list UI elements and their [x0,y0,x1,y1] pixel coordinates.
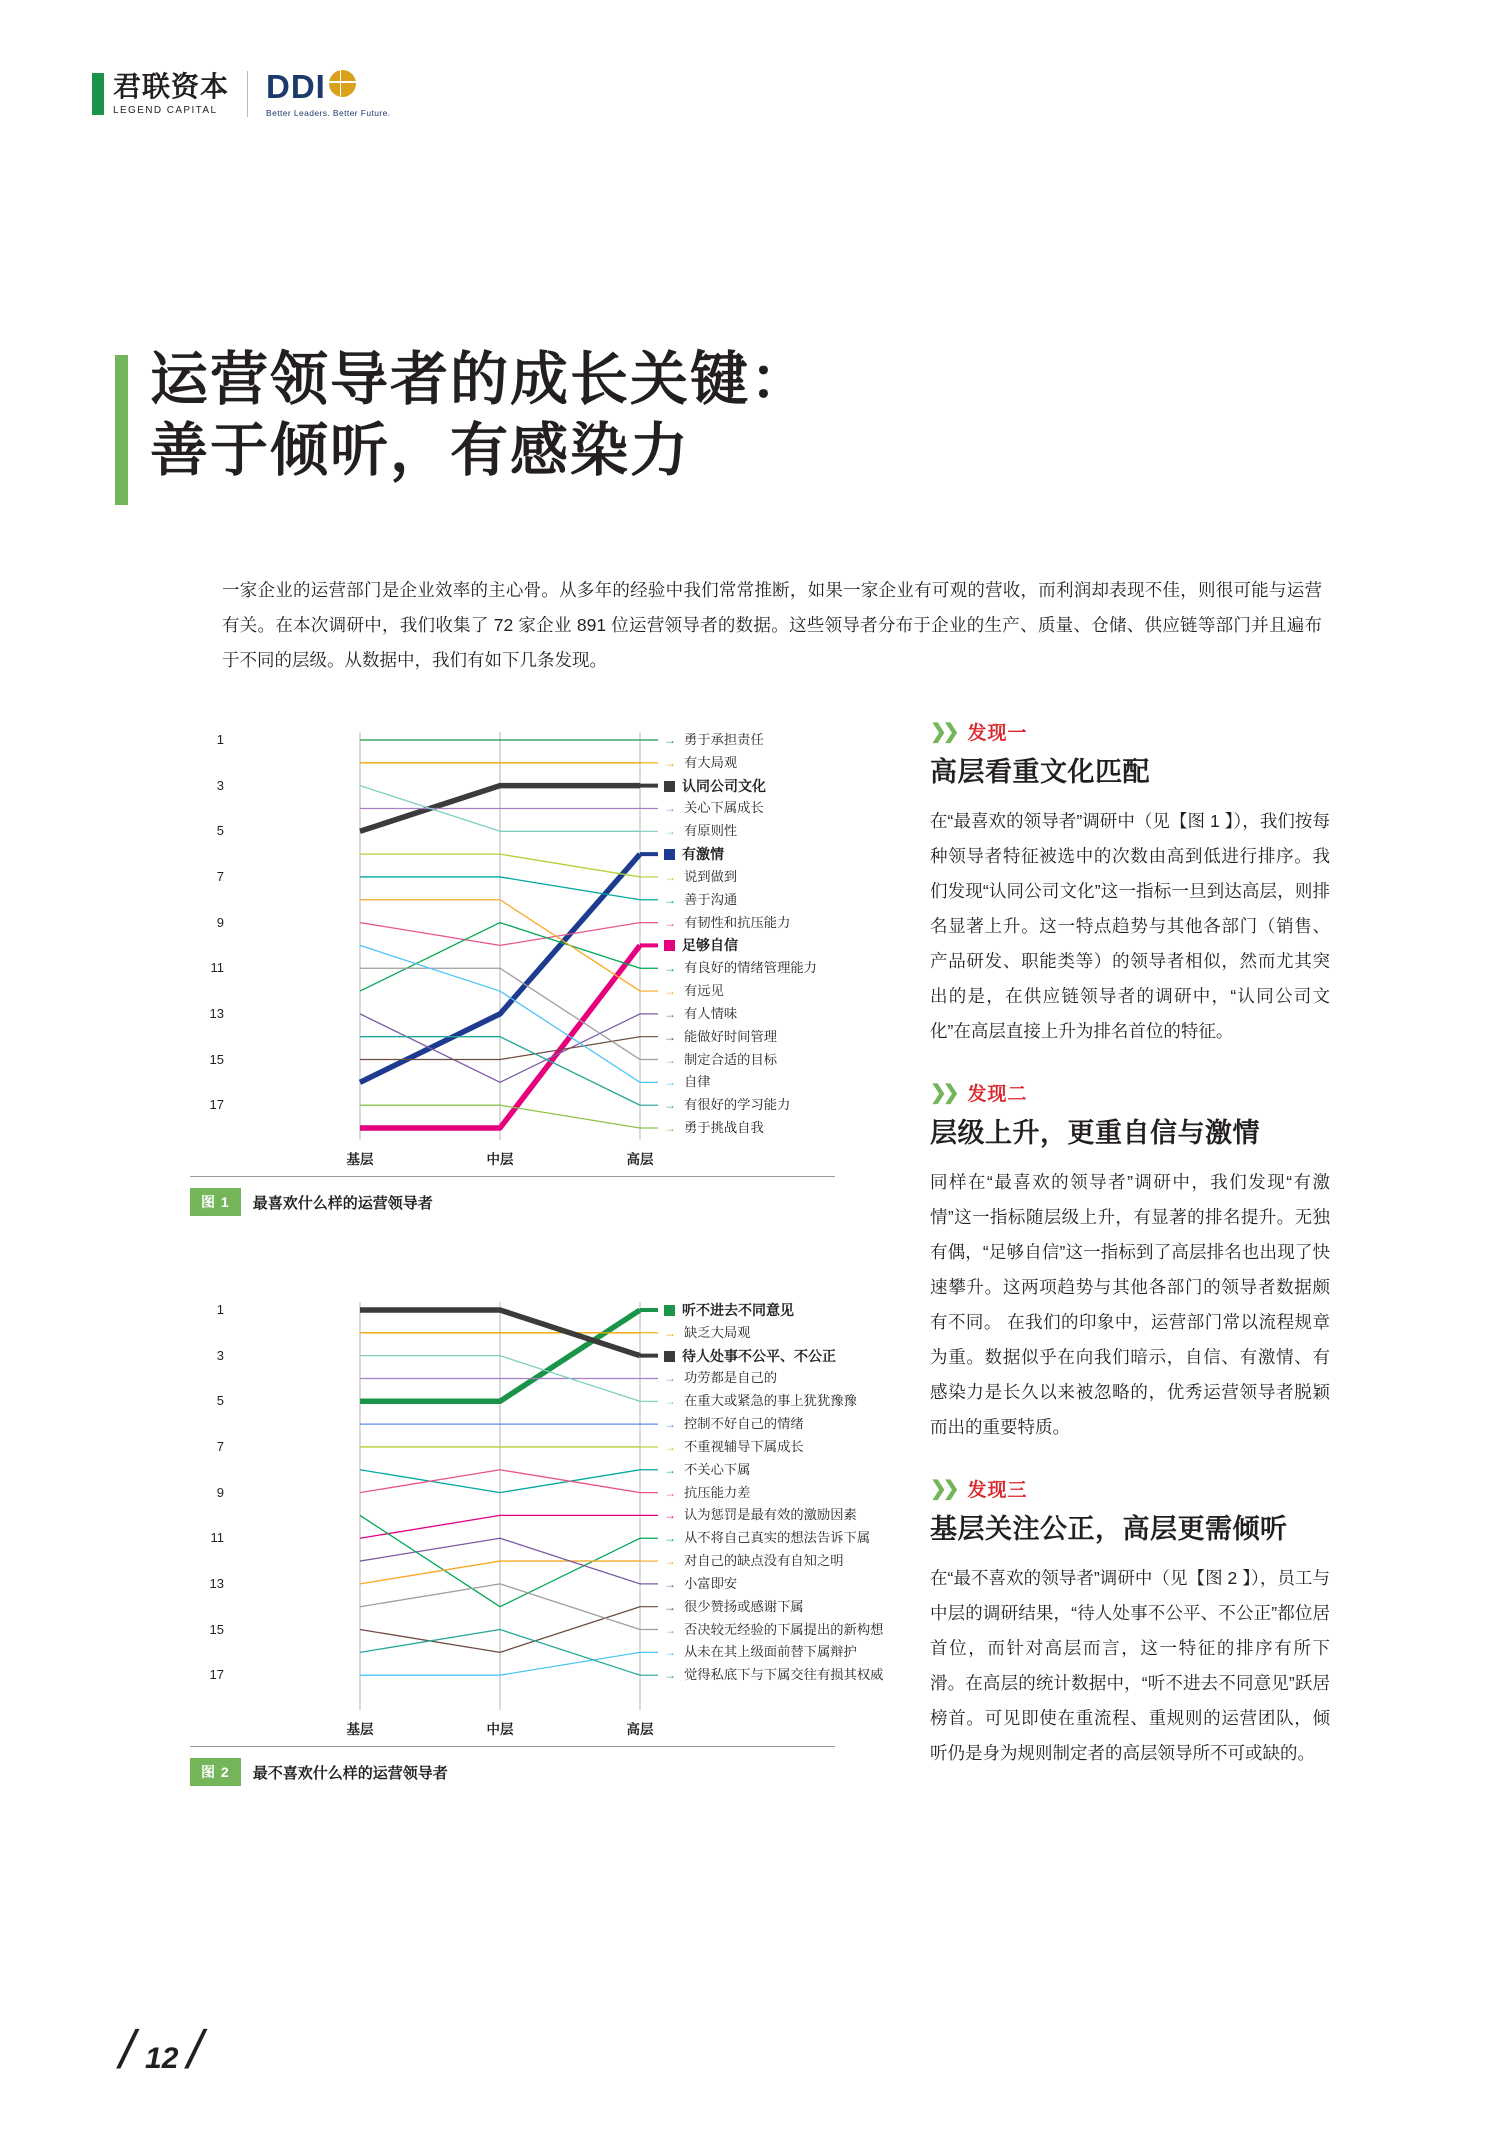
series-label: → 有原则性 [664,823,738,839]
chart-2-plot [190,1288,884,1758]
y-tick-label: 7 [216,1438,224,1454]
y-tick-label: 17 [209,1667,224,1683]
series-arrow-icon: → [664,1439,676,1454]
series-label: → 否决较无经验的下属提出的新构想 [664,1621,884,1637]
globe-icon [329,70,356,97]
series-arrow-icon: → [664,892,676,907]
y-tick-label: 9 [216,1484,224,1500]
chart-1-caption [190,1188,433,1216]
chart-figure-2 [190,1288,884,1782]
series-arrow-icon: → [664,1645,676,1660]
series-arrow-icon: → [664,869,676,884]
chart-1-caption-text: 最喜欢什么样的运营领导者 [252,1194,433,1212]
chevron-right-icon: ❯❯ [930,1477,956,1500]
series-arrow-icon: → [664,1394,676,1409]
chart-2-caption-tag: 图 2 [190,1758,241,1786]
series-label: → 有远见 [664,983,724,999]
series-arrow-icon: → [664,1599,676,1614]
page-number: 12 [145,2042,179,2075]
chevron-right-icon: ❯❯ [930,720,956,743]
series-label: 待人处事不公平、不公正 [664,1349,836,1363]
series-label: → 在重大或紧急的事上犹犹豫豫 [664,1393,857,1409]
series-arrow-icon: → [664,1508,676,1523]
series-label: → 认为惩罚是最有效的激励因素 [664,1507,857,1523]
finding-1-heading: 高层看重文化匹配 [930,757,1150,787]
footer-slash-right-icon: / [182,2019,210,2080]
finding-2-kicker-text: 发现二 [967,1084,1028,1106]
finding-3-body: 在“最不喜欢的领导者”调研中（见【图 2 】），员工与中层的调研结果，“待人处事不公平、不公正”都位居首位，而针对高层而言，这一特征的排序有所下滑。在高层的统计数据中，“听不进去不同意见”跃居榜首。可见即使在重流程、重规则的运营团队，倾听仍是身为规则制定者的高层领导所不可或缺的。 [930,1568,1330,1764]
footer [113,2019,210,2080]
brand-logos [92,70,390,118]
series-label: → 小富即安 [664,1575,738,1591]
series-arrow-icon: → [664,801,676,816]
y-tick-label: 15 [209,1051,224,1067]
series-label: → 抗压能力差 [664,1484,751,1500]
series-label: → 制定合适的目标 [664,1051,778,1067]
title-line-2: 善于倾听，有感染力 [150,417,691,483]
y-tick-label: 13 [209,1575,224,1591]
legend-capital-logo [113,70,230,116]
series-arrow-icon: → [664,1622,676,1637]
series-arrow-icon: → [664,1371,676,1386]
y-tick-label: 17 [209,1097,224,1113]
series-square-icon [664,781,675,792]
series-square-icon [664,1351,675,1362]
series-square-icon [664,849,675,860]
charts-column [190,718,884,1782]
series-arrow-icon: → [664,1554,676,1569]
series-arrow-icon: → [664,733,676,747]
series-label: → 能做好时间管理 [664,1028,778,1044]
y-tick-label: 9 [216,914,224,930]
series-arrow-icon: → [664,984,676,999]
series-label: 足够自信 [664,938,738,952]
y-tick-label: 5 [216,1393,224,1409]
finding-1 [930,718,1330,1049]
y-tick-label: 11 [210,960,224,976]
y-tick-label: 3 [216,777,224,793]
y-tick-label: 3 [216,1347,224,1363]
finding-1-kicker [930,718,1330,745]
chart-1-rule [190,1176,835,1177]
finding-2-kicker [930,1079,1330,1106]
series-arrow-icon: → [664,961,676,976]
series-arrow-icon: → [664,824,676,839]
series-label: → 有人情味 [664,1005,738,1021]
chart-1-caption-tag: 图 1 [190,1188,241,1216]
findings-column [930,718,1330,1801]
title-accent-bar [115,355,128,505]
x-axis-label: 中层 [486,1152,514,1167]
chart-2-caption-text: 最不喜欢什么样的运营领导者 [252,1764,448,1782]
chart-1-plot [190,718,840,1188]
series-label: → 有良好的情绪管理能力 [664,960,817,976]
series-label: → 功劳都是自己的 [664,1370,778,1386]
series-arrow-icon: → [664,1485,676,1500]
series-arrow-icon: → [664,1462,676,1477]
series-arrow-icon: → [664,1417,676,1432]
title-line-1: 运营领导者的成长关键： [150,347,811,412]
finding-3-kicker [930,1475,1330,1502]
x-axis-label: 中层 [486,1722,514,1737]
series-label: → 自律 [664,1074,711,1090]
x-axis-label: 基层 [346,1152,374,1167]
series-arrow-icon: → [664,755,676,770]
series-arrow-icon: → [664,1052,676,1067]
series-label: → 善于沟通 [664,891,738,907]
y-tick-label: 7 [216,868,224,884]
finding-2-heading: 层级上升，更重自信与激情 [930,1118,1260,1149]
series-label: → 有大局观 [664,754,738,770]
ddi-wordmark: DDI [266,68,326,105]
series-label: → 有韧性和抗压能力 [664,914,791,930]
ddi-tagline: Better Leaders. Better Future. [266,108,391,118]
y-tick-label: 5 [216,823,224,839]
series-label: → 不关心下属 [664,1461,751,1477]
series-arrow-icon: → [664,1098,676,1113]
y-tick-label: 11 [210,1530,224,1546]
x-axis-label: 基层 [346,1722,374,1737]
series-label: → 关心下属成长 [664,800,764,816]
series-arrow-icon: → [664,1075,676,1090]
finding-3-kicker-text: 发现三 [967,1480,1028,1502]
finding-2 [930,1079,1330,1445]
series-label: → 不重视辅导下属成长 [664,1438,804,1454]
series-label: → 从未在其上级面前替下属辩护 [664,1644,857,1660]
series-label: 听不进去不同意见 [664,1303,794,1317]
footer-slash-left-icon: / [113,2019,142,2080]
series-label: → 很少赞扬或感谢下属 [664,1598,804,1614]
chevron-right-icon: ❯❯ [930,1081,956,1104]
legend-capital-name-cn: 君联资本 [113,70,230,102]
finding-3-heading: 基层关注公正，高层更需倾听 [930,1514,1288,1545]
series-label: → 对自己的缺点没有自知之明 [664,1553,844,1569]
intro-paragraph: 一家企业的运营部门是企业效率的主心骨。从多年的经验中我们常常推断，如果一家企业有可观的营收，而利润却表现不佳，则很可能与运营有关。在本次调研中，我们收集了 72 家企业 891 位运营领导者的数据。这些领导者分布于企业的生产、质量、仓储、供应链等部门并且遍布于不同的层级。从数据中，我们有如下几条发现。 [222,580,1322,670]
ddi-logo [266,70,390,118]
series-label: 有激情 [664,847,724,861]
page-title [150,345,810,487]
chart-2-rule [190,1746,835,1747]
series-arrow-icon: → [664,1668,676,1683]
series-arrow-icon: → [664,1006,676,1021]
series-label: → 控制不好自己的情绪 [664,1416,804,1432]
finding-1-body: 在“最喜欢的领导者”调研中（见【图 1 】），我们按每种领导者特征被选中的次数由高到低进行排序。我们发现“认同公司文化”这一指标一旦到达高层，则排名显著上升。这一特点趋势与其他各部门（销售、产品研发、职能类等）的领导者相似，然而尤其突出的是，在供应链领导者的调研中，“认同公司文化”在高层直接上升为排名首位的特征。 [930,811,1330,1042]
series-label: → 从不将自己真实的想法告诉下属 [664,1530,871,1546]
series-arrow-icon: → [664,1325,676,1340]
series-arrow-icon: → [664,1576,676,1591]
series-label: → 勇于承担责任 [664,732,764,747]
finding-3 [930,1475,1330,1771]
series-arrow-icon: → [664,1121,676,1135]
chart-2-caption [190,1758,448,1786]
series-label: → 缺乏大局观 [664,1324,751,1340]
series-square-icon [664,1305,675,1316]
series-label: → 勇于挑战自我 [664,1120,764,1135]
series-label: → 有很好的学习能力 [664,1097,791,1113]
series-label: 认同公司文化 [664,779,766,793]
series-square-icon [664,940,675,951]
series-arrow-icon: → [664,915,676,930]
series-label: → 说到做到 [664,868,738,884]
chart-figure-1 [190,718,840,1212]
series-arrow-icon: → [664,1531,676,1546]
series-label: → 觉得私底下与下属交往有损其权威 [664,1667,884,1683]
y-tick-label: 13 [209,1005,224,1021]
legend-capital-bar-icon [92,73,104,115]
finding-2-body: 同样在“最喜欢的领导者”调研中，我们发现“有激情”这一指标随层级上升，有显著的排名提升。无独有偶，“足够自信”这一指标到了高层排名也出现了快速攀升。这两项趋势与其他各部门的领导者数据颇有不同。 在我们的印象中，运营部门常以流程规章为重。数据似乎在向我们暗示，自信、有激情、有感染力是长久以来被忽略的，优秀运营领导者脱颖而出的重要特质。 [930,1172,1330,1438]
x-axis-label: 高层 [626,1152,654,1167]
x-axis-label: 高层 [626,1722,654,1737]
legend-capital-name-en: LEGEND CAPITAL [113,104,218,116]
logo-divider [247,71,248,117]
y-tick-label: 1 [216,732,224,747]
series-arrow-icon: → [664,1029,676,1044]
y-tick-label: 1 [216,1302,224,1317]
finding-1-kicker-text: 发现一 [967,723,1028,744]
y-tick-label: 15 [209,1621,224,1637]
